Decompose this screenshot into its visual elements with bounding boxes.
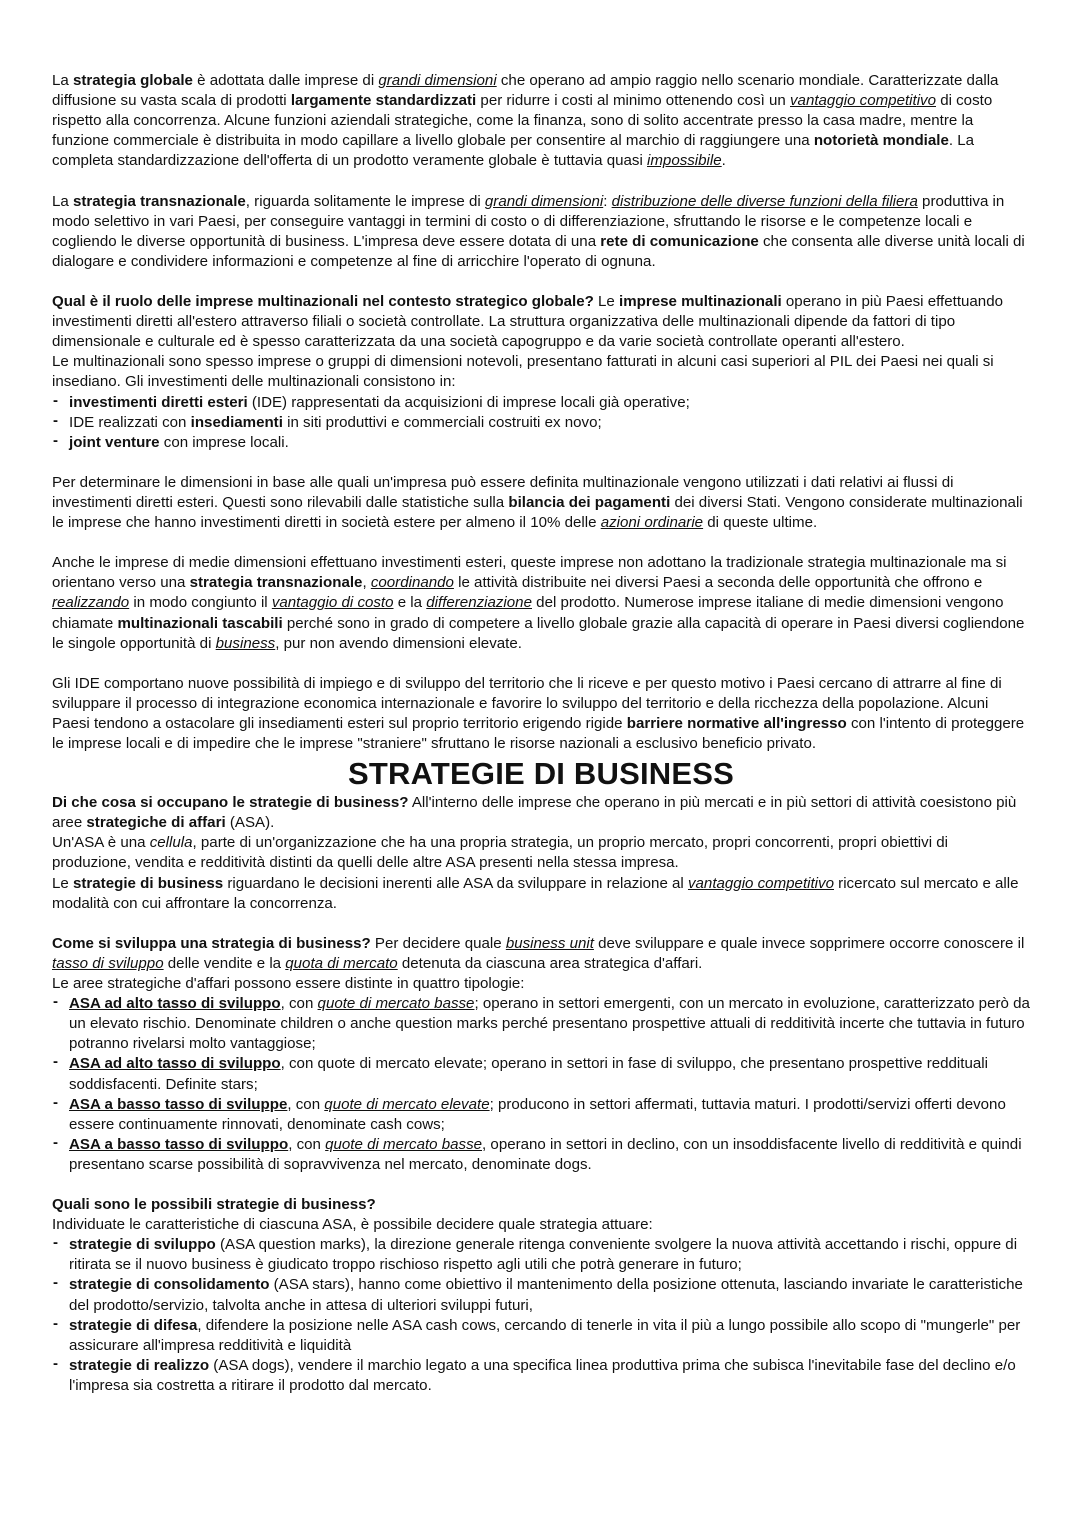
paragraph-decisioni	[52, 874, 1030, 914]
text: , parte di un'organizzazione che ha una propria strategia, un proprio mercato, propri concorrenti, propri obiettivi di produzione, vendita e redditività distinti da quelli delle altre ASA presenti nella stessa impresa.	[52, 834, 948, 872]
text: riguardano le decisioni inerenti alle ASA da sviluppare in relazione al	[223, 874, 688, 892]
text: di queste ultime.	[703, 514, 818, 532]
text: La	[52, 192, 73, 210]
underlined-term: quote di mercato elevate	[324, 1095, 490, 1113]
bold-term: strategie di sviluppo	[69, 1236, 216, 1254]
bold-underlined-term: ASA a basso tasso di sviluppo	[69, 1135, 289, 1153]
list-item	[52, 1095, 1030, 1135]
bold-term: insediamenti	[190, 413, 283, 431]
text: , operano in settori in declino, con un insoddisfacente livello di redditività e quindi presentano scarse possibilità di sopravvivenza nel mercato, denominate dogs.	[69, 1135, 1022, 1173]
text: in modo congiunto il	[129, 594, 272, 612]
question-heading: Qual è il ruolo delle imprese multinazionali nel contesto strategico globale?	[52, 293, 594, 311]
bold-term: strategie di difesa	[69, 1316, 198, 1334]
underlined-term: business unit	[505, 934, 594, 952]
text: , con	[287, 1095, 325, 1113]
bold-term: strategia globale	[72, 72, 193, 89]
text: All'interno delle imprese che operano in più mercati e in più settori di attività coesistono più aree	[52, 794, 1017, 832]
list-item	[52, 1054, 1030, 1094]
text: (ASA dogs), vendere il marchio legato a una specifica linea produttiva prima che subisca l'inevitabile fase del declino e/o l'impresa sia costretta a ritirare il prodotto dal mercato.	[69, 1356, 1016, 1394]
text: e la	[393, 594, 427, 612]
section-heading: STRATEGIE DI BUSINESS	[347, 756, 734, 792]
paragraph-strategia-transnazionale	[52, 192, 1030, 272]
bold-term: strategia transnazionale	[72, 192, 246, 210]
paragraph-gap	[52, 533, 1030, 553]
bold-term: joint venture	[69, 433, 160, 451]
text: La	[52, 72, 73, 89]
underlined-term: quote di mercato basse	[317, 995, 475, 1013]
underlined-term: quota di mercato	[285, 954, 398, 972]
paragraph-gap	[52, 1175, 1030, 1195]
underlined-term: tasso di sviluppo	[52, 954, 164, 972]
paragraph-strategia-globale	[52, 71, 1030, 171]
text: delle vendite e la	[163, 954, 286, 972]
bold-term: strategie di business	[72, 874, 224, 892]
paragraph-gap	[52, 272, 1030, 292]
list-investimenti	[52, 393, 1030, 453]
list-item	[52, 1275, 1030, 1315]
paragraph-tipologie: Le aree strategiche d'affari possono essere distinte in quattro tipologie:	[52, 975, 525, 993]
paragraph-gap	[52, 453, 1030, 473]
paragraph-sviluppo-strategia	[52, 934, 1030, 974]
text: Anche le imprese di medie dimensioni effettuano investimenti esteri, queste imprese non adottano la tradizionale strategia multinazionale ma si orientano verso una	[52, 554, 1007, 592]
bold-term: barriere normative all'ingresso	[626, 715, 847, 732]
underlined-term: grandi dimensioni	[484, 192, 604, 210]
text: deve sviluppare e quale invece sopprimere occorre conoscere il	[593, 934, 1025, 952]
text: ; operano in settori emergenti, con un mercato in evoluzione, caratterizzato però da un elevato rischio. Denominate children o anche question marks perché presentano prospettive attuali di redditività incerte che tuttavia in futuro potranno rivelarsi molto vantaggiose;	[69, 995, 1030, 1053]
text: , pur non avendo dimensioni elevate.	[275, 634, 522, 652]
paragraph-ide	[52, 674, 1030, 754]
list-item	[52, 433, 1030, 453]
text: Per determinare le dimensioni in base alle quali un'impresa può essere definita multinazionale vengono utilizzati i dati relativi ai flussi di investimenti diretti esteri. Questi sono rilevabili dalle statistiche sulla	[52, 473, 954, 511]
bold-term: strategie di realizzo	[69, 1356, 210, 1374]
list-asa	[52, 994, 1030, 1175]
list-item	[52, 1356, 1030, 1396]
text: ,	[362, 574, 371, 592]
list-item	[52, 1316, 1030, 1356]
text: che consenta alle diverse unità locali di dialogare e condividere informazioni e competenze al fine di arricchire l'operato di ognuna.	[52, 232, 1025, 270]
bold-underlined-term: ASA ad alto tasso di sviluppo	[69, 1055, 281, 1073]
underlined-term: differenziazione	[426, 594, 532, 612]
list-item	[52, 393, 1030, 413]
list-item	[52, 1235, 1030, 1275]
text: detenuta da ciascuna area strategica d'affari.	[397, 954, 703, 972]
paragraph-strategie-business	[52, 793, 1030, 833]
underlined-term: impossibile	[647, 152, 722, 170]
underlined-term: vantaggio di costo	[271, 594, 394, 612]
text: del prodotto. Numerose imprese italiane di medie dimensioni vengono chiamate	[52, 594, 1004, 632]
text: ricercato sul mercato e alle modalità con cui affrontare la concorrenza.	[52, 874, 1019, 912]
paragraph-gap	[52, 171, 1030, 191]
text: (ASA stars), hanno come obiettivo il mantenimento della posizione ottenuta, lasciando invariate le caratteristiche del prodotto/servizio, talvolta anche in attesa di ulteriori sviluppi futuri,	[69, 1276, 1023, 1314]
text: (IDE) rappresentati da acquisizioni di imprese locali già operative;	[247, 393, 690, 411]
text: , con	[280, 995, 318, 1013]
text: . La completa standardizzazione dell'offerta di un prodotto veramente globale è tuttavia quasi	[52, 132, 975, 170]
text: dei diversi Stati. Vengono considerate multinazionali le imprese che hanno investimenti diretti in società estere per almeno il 10% delle	[52, 493, 1023, 532]
bold-term: strategie di consolidamento	[69, 1276, 270, 1294]
text: produttiva in modo selettivo in vari Paesi, per conseguire vantaggi in termini di costo o di differenziazione, sfruttando le risorse e le competenze locali e cogliendo le diverse opportunità di business. L'impresa deve essere dotata di una	[52, 192, 1005, 250]
underlined-term: distribuzione delle diverse funzioni della filiera	[611, 192, 918, 210]
text: Per decidere quale	[370, 934, 506, 952]
underlined-term: quote di mercato basse	[325, 1135, 483, 1153]
text: Un'ASA è una	[52, 834, 150, 852]
bold-underlined-term: ASA ad alto tasso di sviluppo	[69, 995, 281, 1013]
paragraph-asa	[52, 833, 1030, 873]
bold-term: largamente standardizzati	[290, 92, 477, 110]
text: con l'intento di proteggere le imprese locali e di impedire che le imprese "straniere" sfruttano le risorse nazionali a esclusivo beneficio privato.	[52, 715, 1025, 753]
bold-term: bilancia dei pagamenti	[508, 493, 671, 511]
paragraph-gap	[52, 914, 1030, 934]
list-item	[52, 1135, 1030, 1175]
text: perché sono in grado di competere a livello globale grazie alla capacità di operare in Paesi diversi cogliendone le singole opportunità di	[52, 614, 1025, 652]
paragraph-medie-imprese	[52, 553, 1030, 653]
text: (ASA).	[225, 814, 275, 832]
text: , difendere la posizione nelle ASA cash cows, cercando di tenerle in vita il più a lungo possibile allo scopo di "mungerle" per assicurare all'impresa redditività e liquidità	[69, 1316, 1021, 1354]
question-heading: Di che cosa si occupano le strategie di business?	[52, 794, 409, 812]
text: .	[721, 152, 726, 170]
text: per ridurre i costi al minimo ottenendo così un	[476, 92, 790, 110]
paragraph-dimensioni	[52, 473, 1030, 533]
text: Gli IDE comportano nuove possibilità di impiego e di sviluppo del territorio che li riceve e per questo motivo i Paesi cercano di attrarre al fine di sviluppare il processo di integrazione economica internazionale e favorire lo sviluppo del territorio e della ricchezza della popolazione. Alcuni Paesi tendono a ostacolare gli insediamenti esteri sul proprio territorio erigendo rigide	[52, 674, 1002, 732]
underlined-term: grandi dimensioni	[378, 72, 497, 89]
text: operano in più Paesi effettuando investimenti diretti all'estero attraverso filiali o società controllate. La struttura organizzativa delle multinazionali dipende da fattori di tipo dimensionale e culturale ed è spesso caratterizzata da una società capogruppo e da varie società controllate operanti all'estero.	[52, 293, 1003, 351]
paragraph-multinazionali	[52, 292, 1030, 352]
text: Le	[52, 874, 73, 892]
text: :	[603, 192, 612, 210]
paragraph-investimenti: Le multinazionali sono spesso imprese o gruppi di dimensioni notevoli, presentano fatturati in alcuni casi superiori al PIL dei Paesi nei quali si insediano. Gli investimenti delle multinazionali consistono in:	[52, 353, 994, 391]
underlined-term: azioni ordinarie	[600, 514, 704, 532]
bold-underlined-term: ASA a basso tasso di sviluppe	[69, 1095, 288, 1113]
text: con imprese locali.	[159, 433, 289, 451]
underlined-term: vantaggio competitivo	[790, 92, 936, 110]
text: è adottata dalle imprese di	[192, 72, 379, 89]
list-item	[52, 994, 1030, 1054]
bold-term: rete di comunicazione	[600, 232, 759, 250]
italic-term: cellula	[149, 834, 193, 852]
paragraph-gap	[52, 654, 1030, 674]
text: ; producono in settori affermati, tuttavia maturi. I prodotti/servizi offerti devono essere continuamente rinnovati, denominate cash cows;	[69, 1095, 1006, 1133]
text: di costo rispetto alla concorrenza. Alcune funzioni aziendali strategiche, come la finanza, sono di solito accentrate presso la casa madre, mentre la funzione commerciale è distribuita in modo capillare a livello globale per consentire al marchio di raggiungere una	[52, 92, 993, 150]
underlined-term: realizzando	[52, 594, 130, 612]
question-heading: Quali sono le possibili strategie di business?	[52, 1196, 376, 1214]
text: IDE realizzati con	[69, 413, 191, 431]
text: (ASA question marks), la direzione generale ritenga conveniente svolgere la nuova attività accettando i rischi, oppure di ritirata se il nuovo business è giudicato troppo rischioso rispetto agli utili che potrà generare in futuro;	[69, 1236, 1018, 1274]
bold-term: imprese multinazionali	[619, 293, 782, 311]
list-item	[52, 413, 1030, 433]
text: , riguarda solitamente le imprese di	[245, 192, 485, 210]
bold-term: investimenti diretti esteri	[69, 393, 248, 411]
bold-term: strategiche di affari	[86, 814, 226, 832]
text: in siti produttivi e commerciali costruiti ex novo;	[282, 413, 602, 431]
underlined-term: coordinando	[370, 574, 454, 592]
underlined-term: business	[215, 634, 276, 652]
question-heading: Come si sviluppa una strategia di business?	[52, 934, 371, 952]
paragraph-individuate: Individuate le caratteristiche di ciascuna ASA, è possibile decidere quale strategia attuare:	[52, 1216, 653, 1234]
text: che operano ad ampio raggio nello scenario mondiale. Caratterizzate dalla diffusione su vasta scala di prodotti	[52, 72, 999, 110]
text: Le	[593, 293, 619, 311]
underlined-term: vantaggio competitivo	[687, 874, 834, 892]
bold-term: notorietà mondiale	[813, 132, 949, 150]
text: , con	[288, 1135, 326, 1153]
paragraph-possibili-strategie	[52, 1195, 1030, 1215]
text: le attività distribuite nei diversi Paesi a seconda delle opportunità che offrono e	[453, 574, 983, 592]
bold-term: strategia transnazionale	[189, 574, 363, 592]
bold-term: multinazionali tascabili	[117, 614, 283, 632]
list-strategie	[52, 1235, 1030, 1396]
text: , con quote di mercato elevate; operano in settori in fase di sviluppo, che presentano prospettive reddituali soddisfacenti. Definite stars;	[69, 1055, 988, 1093]
